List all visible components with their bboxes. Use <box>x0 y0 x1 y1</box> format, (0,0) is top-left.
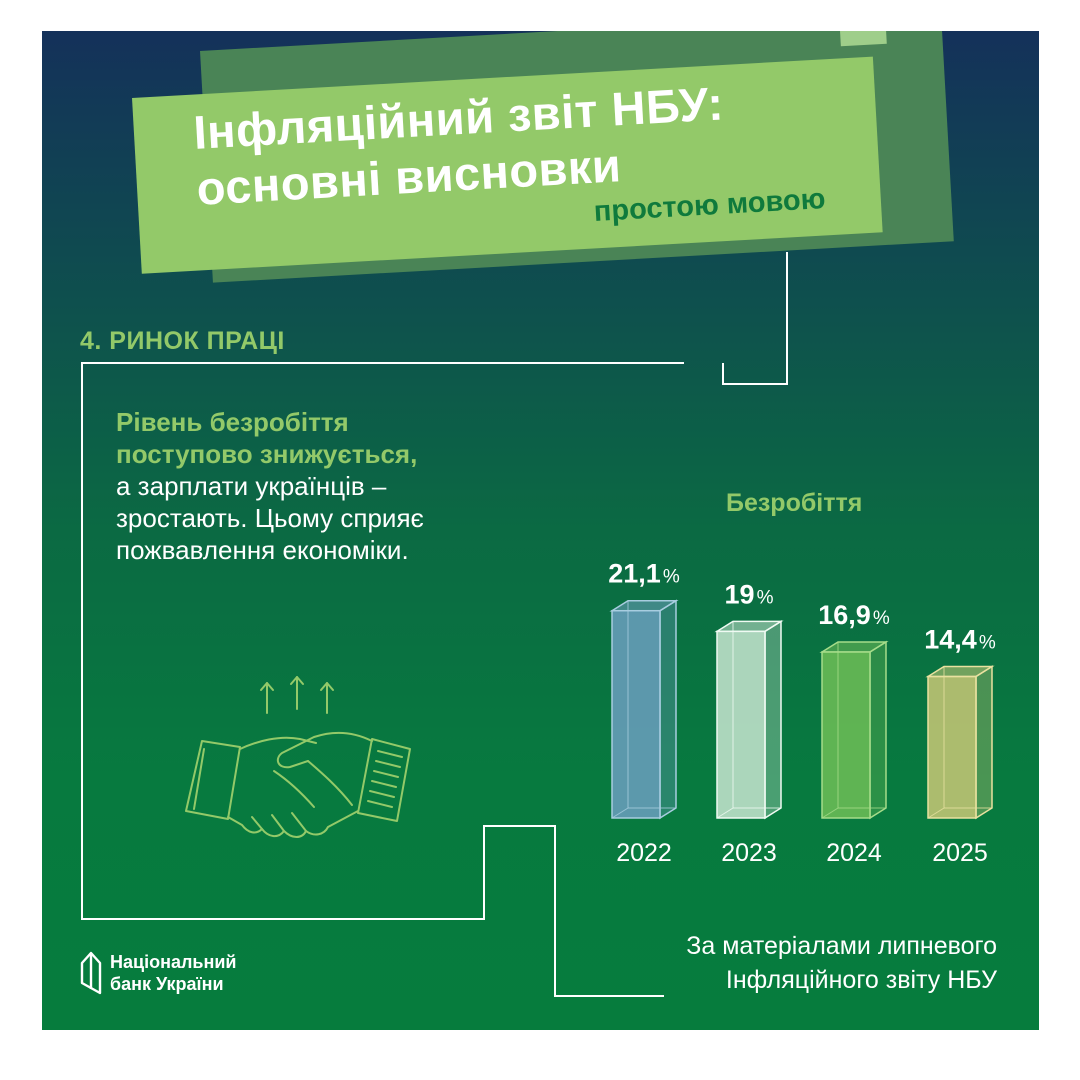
data-label-2025: 14,4 % <box>924 624 996 655</box>
page-subtitle: простою мовою <box>593 183 827 228</box>
source-line-2: Інфляційного звіту НБУ <box>725 966 997 994</box>
bar-2022 <box>612 601 676 818</box>
body-highlight-1: Рівень безробіття <box>116 407 349 437</box>
body-line-3: пожвавлення економіки. <box>116 535 409 565</box>
title-line-1: Інфляційний звіт НБУ: <box>192 76 726 159</box>
source-note <box>686 929 997 997</box>
bar-2023 <box>717 621 781 818</box>
data-label-2023: 19 % <box>724 579 774 610</box>
bar-side-face <box>870 642 886 818</box>
nbu-logo-text <box>110 951 236 995</box>
category-label-2024: 2024 <box>826 839 882 867</box>
data-label-2022: 21,1 % <box>608 558 680 589</box>
body-line-1: а зарплати українців – <box>116 471 387 501</box>
chart-title: Безробіття <box>726 489 863 517</box>
body-highlight-2: поступово знижується, <box>116 439 418 469</box>
title-line-2: основні висновки <box>195 138 623 215</box>
bar-side-face <box>660 601 676 818</box>
infographic-card <box>42 31 1039 1030</box>
unemployment-chart <box>42 31 1039 1030</box>
bar-side-face <box>976 667 992 818</box>
section-title: 4. РИНОК ПРАЦІ <box>80 327 285 355</box>
data-label-2024: 16,9 % <box>818 599 890 630</box>
bar-front-face <box>717 631 765 818</box>
bar-front-face <box>822 652 870 818</box>
bar-2025 <box>928 667 992 818</box>
bar-front-face <box>612 611 660 818</box>
category-label-2025: 2025 <box>932 839 988 867</box>
source-line-1: За матеріалами липневого <box>686 932 997 960</box>
bar-front-face <box>928 677 976 818</box>
bar-2024 <box>822 642 886 818</box>
body-line-2: зростають. Цьому сприяє <box>116 503 424 533</box>
bar-side-face <box>765 621 781 818</box>
logo-line-2: банк України <box>110 974 224 994</box>
category-label-2022: 2022 <box>616 839 672 867</box>
nbu-logo-icon <box>80 951 102 995</box>
category-label-2023: 2023 <box>721 839 777 867</box>
logo-line-1: Національний <box>110 952 237 972</box>
